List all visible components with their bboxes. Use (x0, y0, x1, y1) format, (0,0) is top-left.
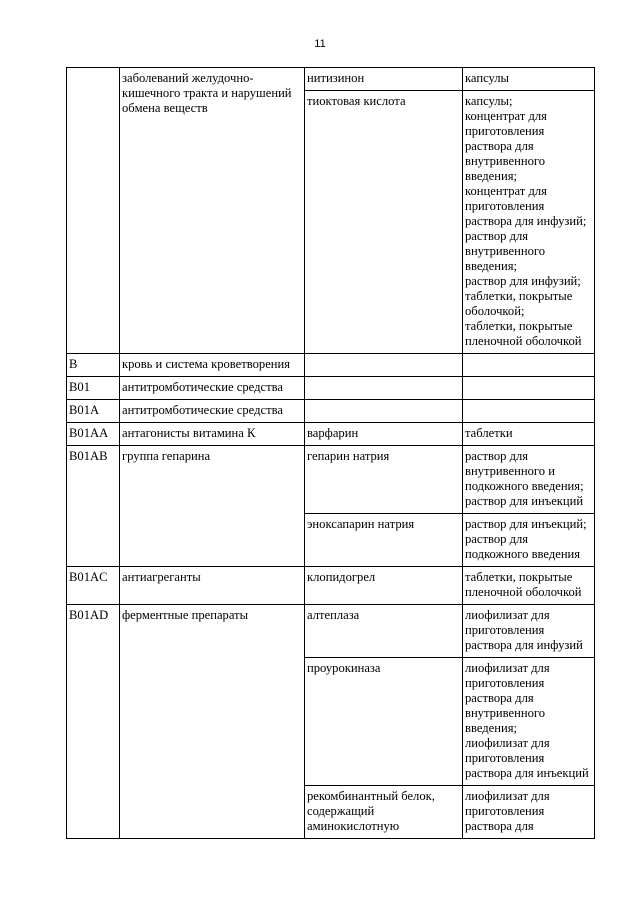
dosage-form-cell (463, 91, 595, 354)
group-name-cell: ферментные препараты (120, 605, 305, 839)
drug-name-cell (305, 377, 463, 400)
cell-text-line: приготовления (465, 199, 545, 213)
cell-text-line: таблетки, покрытые (465, 319, 573, 333)
cell-text-line: лиофилизат для (465, 608, 550, 622)
group-name-cell: группа гепарина (120, 446, 305, 567)
cell-text-line: содержащий (307, 804, 375, 818)
table-row (67, 377, 595, 400)
cell-text-line: раствор для (465, 532, 529, 546)
atc-code-cell (67, 68, 120, 354)
cell-text-line: приготовления (465, 623, 545, 637)
drug-name-cell: клопидогрел (305, 567, 463, 605)
cell-text-line: раствора для (465, 819, 534, 833)
drug-name-cell: эноксапарин натрия (305, 514, 463, 567)
cell-text-line: приготовления (465, 124, 545, 138)
cell-text-line: внутривенного (465, 154, 546, 168)
cell-text-line: внутривенного (465, 244, 546, 258)
cell-text-line: раствора для (465, 139, 534, 153)
table-row (67, 446, 595, 514)
cell-text-line: раствор для инъекций (465, 494, 584, 508)
cell-text-line: пленочной оболочкой (465, 585, 582, 599)
cell-text-line: раствора для инъекций (465, 766, 589, 780)
cell-text-line: приготовления (465, 676, 545, 690)
cell-text-line: приготовления (465, 751, 545, 765)
drug-name-cell: тиоктовая кислота (305, 91, 463, 354)
cell-text-line: оболочкой; (465, 304, 525, 318)
cell-text-line: введения; (465, 721, 518, 735)
atc-code-cell: B01A (67, 400, 120, 423)
group-name-cell: кровь и система кроветворения (120, 354, 305, 377)
table-row (67, 605, 595, 658)
cell-text-line: концентрат для (465, 184, 547, 198)
drug-name-cell: проурокиназа (305, 658, 463, 786)
atc-code-cell: B01AB (67, 446, 120, 567)
cell-text-line: концентрат для (465, 109, 547, 123)
drug-name-cell: варфарин (305, 423, 463, 446)
cell-text-line: подкожного введения (465, 547, 581, 561)
dosage-form-cell (463, 786, 595, 839)
page-number: 11 (314, 38, 326, 50)
table-row (67, 354, 595, 377)
drug-name-cell (305, 400, 463, 423)
dosage-form-cell (463, 377, 595, 400)
cell-text-line: аминокислотную (307, 819, 400, 833)
table-row (67, 68, 595, 91)
dosage-form-cell (463, 658, 595, 786)
cell-text-line: раствор для инъекций; (465, 517, 587, 531)
cell-text-line: рекомбинантный белок, (307, 789, 435, 803)
group-name-cell: антиагреганты (120, 567, 305, 605)
table-row (67, 400, 595, 423)
cell-text-line: заболеваний желудочно- (122, 71, 254, 85)
cell-text-line: пленочной оболочкой (465, 334, 582, 348)
dosage-form-cell (463, 400, 595, 423)
drug-name-cell (305, 354, 463, 377)
drug-name-cell (305, 786, 463, 839)
cell-text-line: раствора для инфузий (465, 638, 583, 652)
drug-table (66, 67, 595, 839)
atc-code-cell: B01 (67, 377, 120, 400)
atc-code-cell: B01AC (67, 567, 120, 605)
cell-text-line: раствор для (465, 449, 529, 463)
table-row (67, 423, 595, 446)
table-row (67, 567, 595, 605)
group-name-cell: антитромботические средства (120, 377, 305, 400)
cell-text-line: введения; (465, 259, 518, 273)
cell-text-line: внутривенного (465, 706, 546, 720)
atc-code-cell: B (67, 354, 120, 377)
cell-text-line: кишечного тракта и нарушений (122, 86, 292, 100)
cell-text-line: раствор для (465, 229, 529, 243)
cell-text-line: приготовления (465, 804, 545, 818)
group-name-cell: антагонисты витамина К (120, 423, 305, 446)
group-name-cell: антитромботические средства (120, 400, 305, 423)
dosage-form-cell: капсулы (463, 68, 595, 91)
cell-text-line: таблетки, покрытые (465, 570, 573, 584)
cell-text-line: раствор для инфузий; (465, 274, 581, 288)
cell-text-line: лиофилизат для (465, 736, 550, 750)
cell-text-line: введения; (465, 169, 518, 183)
cell-text-line: лиофилизат для (465, 661, 550, 675)
cell-text-line: раствора для (465, 691, 534, 705)
drug-name-cell: нитизинон (305, 68, 463, 91)
cell-text-line: капсулы; (465, 94, 513, 108)
cell-text-line: подкожного введения; (465, 479, 584, 493)
dosage-form-cell: таблетки (463, 423, 595, 446)
cell-text-line: раствора для инфузий; (465, 214, 587, 228)
cell-text-line: внутривенного и (465, 464, 555, 478)
cell-text-line: таблетки, покрытые (465, 289, 573, 303)
cell-text-line: лиофилизат для (465, 789, 550, 803)
cell-text-line: обмена веществ (122, 101, 208, 115)
dosage-form-cell (463, 567, 595, 605)
dosage-form-cell (463, 446, 595, 514)
drug-name-cell: гепарин натрия (305, 446, 463, 514)
dosage-form-cell (463, 514, 595, 567)
atc-code-cell: B01AD (67, 605, 120, 839)
dosage-form-cell (463, 354, 595, 377)
atc-code-cell: B01AA (67, 423, 120, 446)
group-name-cell (120, 68, 305, 354)
drug-name-cell: алтеплаза (305, 605, 463, 658)
dosage-form-cell (463, 605, 595, 658)
